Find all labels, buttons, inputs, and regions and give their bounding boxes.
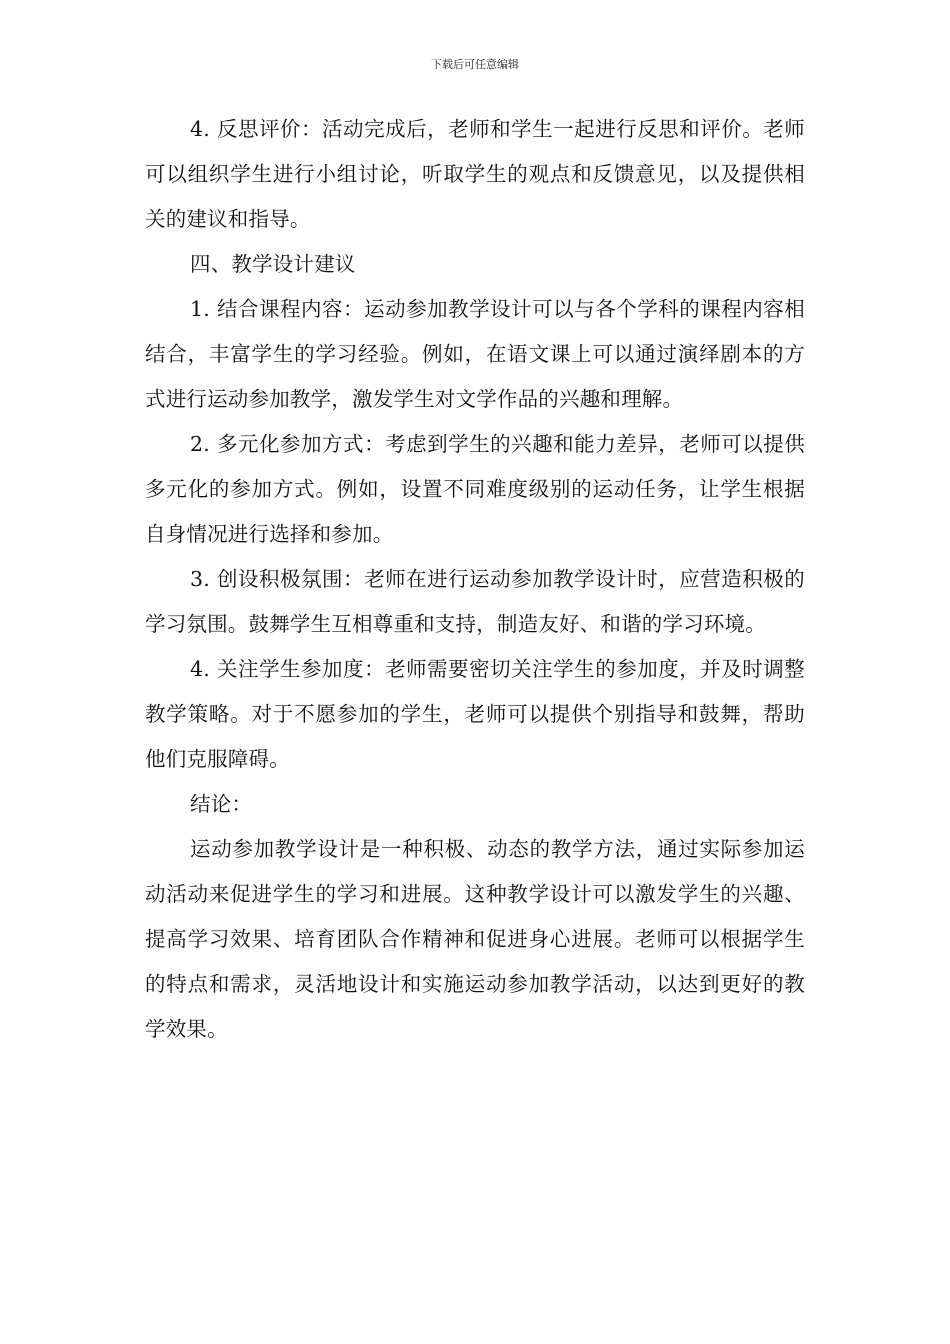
paragraph-combine-course-content: 1. 结合课程内容：运动参加教学设计可以与各个学科的课程内容相结合，丰富学生的学习经验。例如，在语文课上可以通过演绎剧本的方式进行运动参加教学，激发学生对文学作品的兴趣和理解。 <box>145 297 805 411</box>
page-header: 下载后可任意编辑 <box>431 58 519 71</box>
document-body <box>145 107 805 1052</box>
paragraph-diverse-participation: 2. 多元化参加方式：考虑到学生的兴趣和能力差异，老师可以提供多元化的参加方式。例如，设置不同难度级别的运动任务，让学生根据自身情况进行选择和参加。 <box>145 432 805 546</box>
paragraph-reflection-evaluation: 4. 反思评价：活动完成后，老师和学生一起进行反思和评价。老师可以组织学生进行小组讨论，听取学生的观点和反馈意见，以及提供相关的建议和指导。 <box>145 117 805 231</box>
section-heading-design-suggestions: 四、教学设计建议 <box>190 252 356 276</box>
paragraph-positive-atmosphere: 3. 创设积极氛围：老师在进行运动参加教学设计时，应营造积极的学习氛围。鼓舞学生互相尊重和支持，制造友好、和谐的学习环境。 <box>145 567 805 636</box>
conclusion-heading: 结论： <box>190 792 253 816</box>
paragraph-focus-participation: 4. 关注学生参加度：老师需要密切关注学生的参加度，并及时调整教学策略。对于不愿参加的学生，老师可以提供个别指导和鼓舞，帮助他们克服障碍。 <box>145 657 805 771</box>
paragraph-conclusion: 运动参加教学设计是一种积极、动态的教学方法，通过实际参加运动活动来促进学生的学习和进展。这种教学设计可以激发学生的兴趣、提高学习效果、培育团队合作精神和促进身心进展。老师可以根据学生的特点和需求，灵活地设计和实施运动参加教学活动，以达到更好的教学效果。 <box>145 837 805 1041</box>
